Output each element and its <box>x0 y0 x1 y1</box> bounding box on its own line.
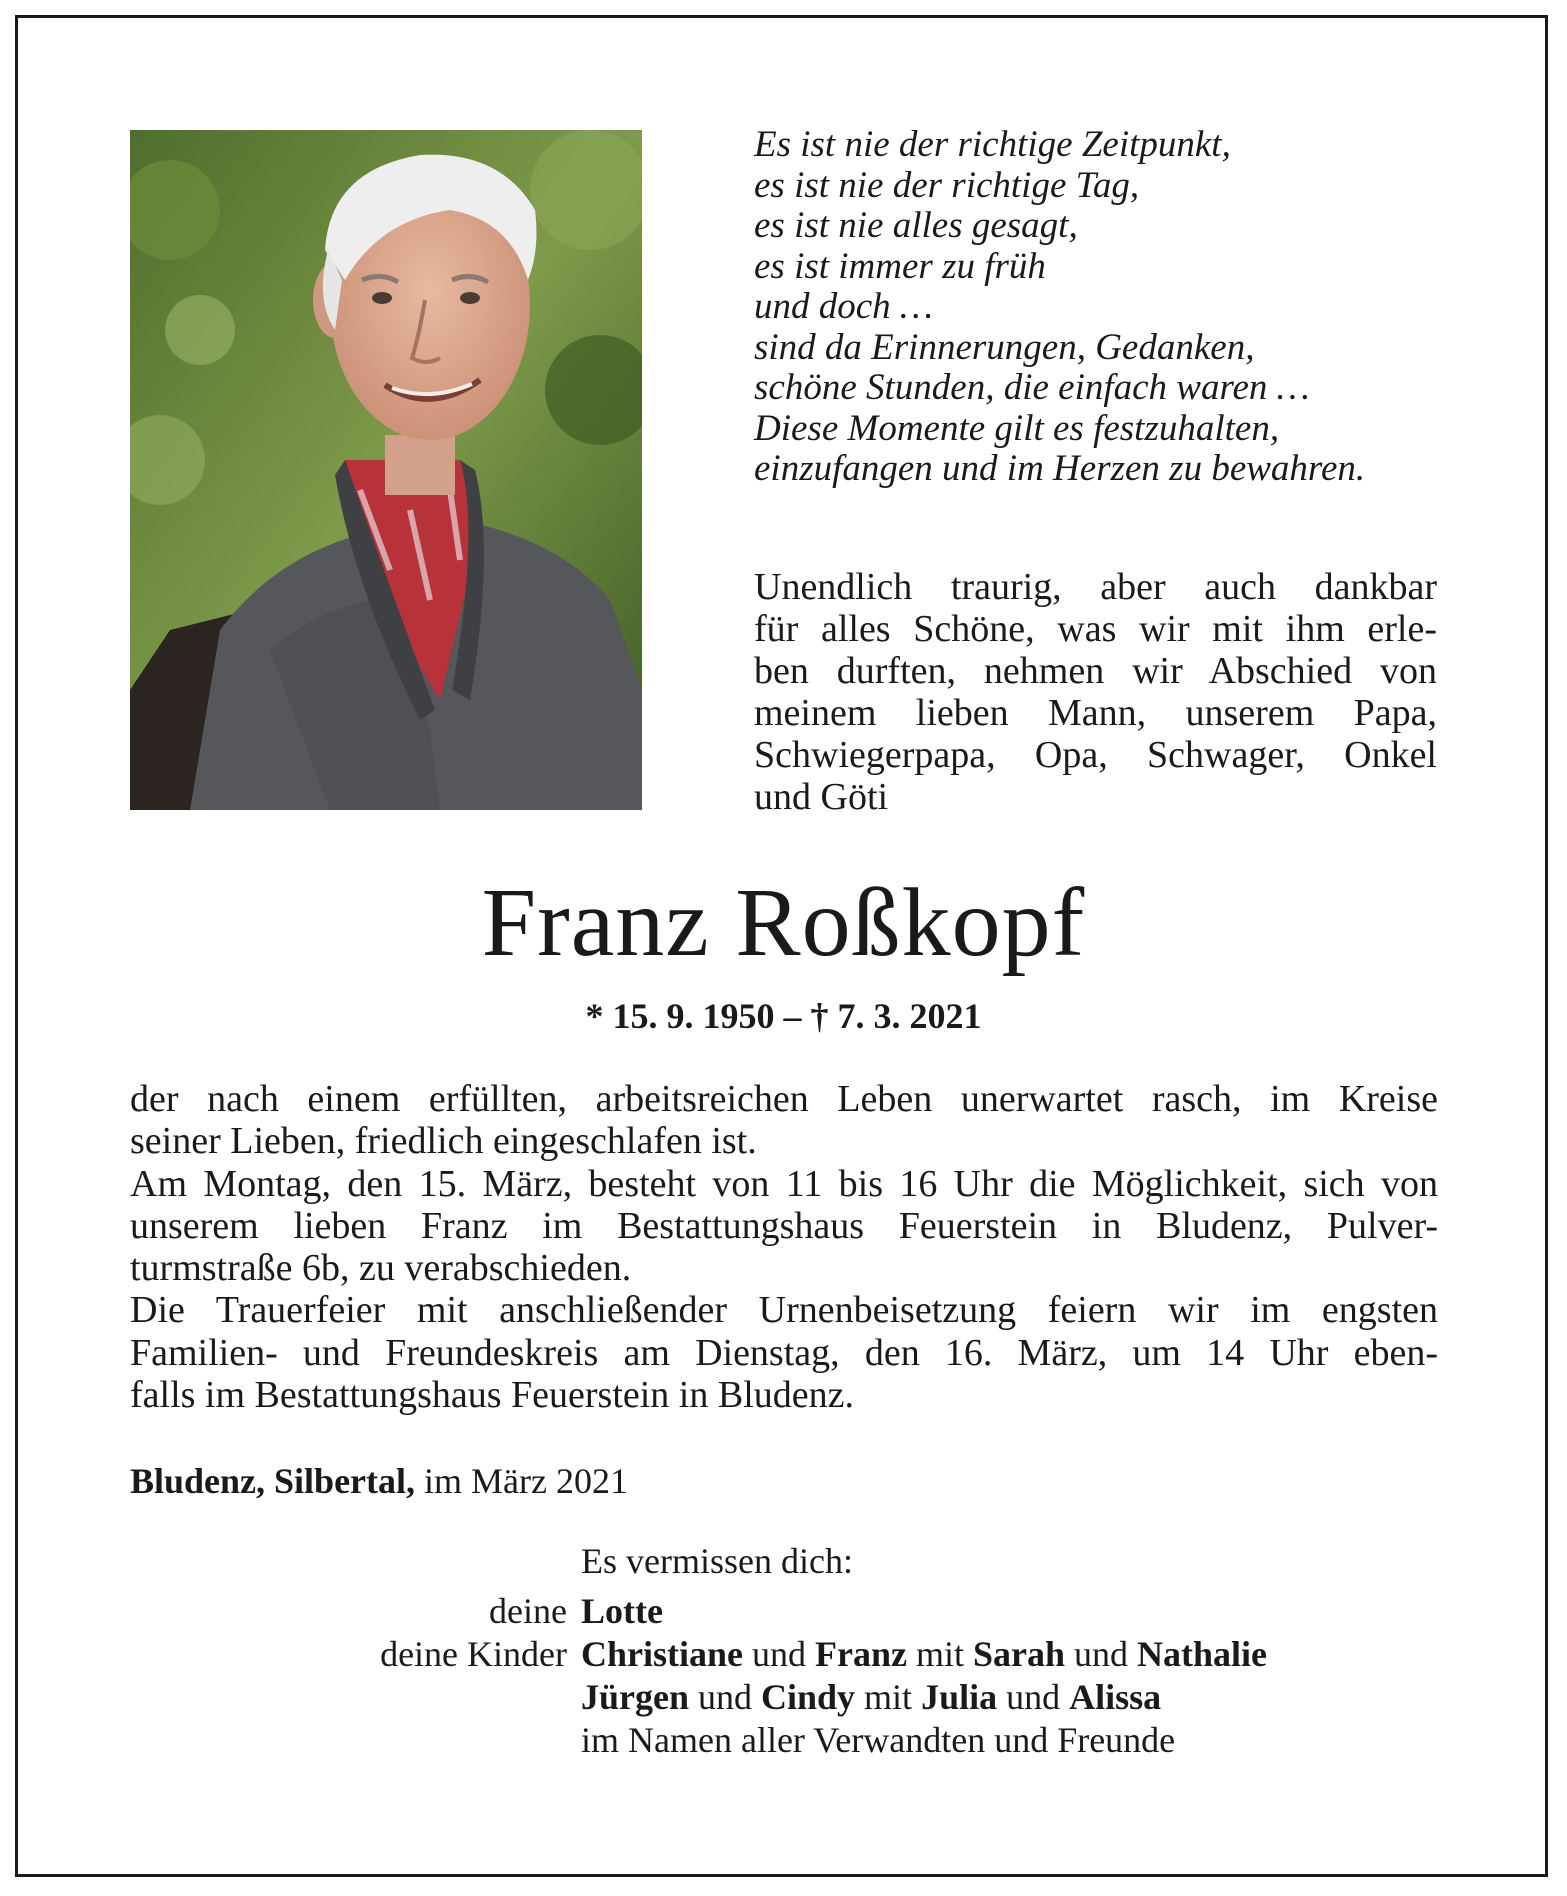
deceased-name: Franz Roßkopf <box>481 869 1086 977</box>
mourner-row <box>290 1633 1490 1676</box>
connector: und <box>752 1634 806 1674</box>
poem-line: es ist nie der richtige Tag, <box>754 164 1140 206</box>
mourner-name: Alissa <box>1069 1677 1162 1717</box>
mourners-heading: Es vermissen dich: <box>581 1541 853 1581</box>
relation-label: deine <box>489 1591 567 1631</box>
intro-paragraph <box>754 566 1437 818</box>
mourner-name: Sarah <box>972 1634 1066 1674</box>
intro-line: und Göti <box>754 776 889 818</box>
place-date: im März 2021 <box>424 1461 628 1501</box>
intro-line: meinem lieben Mann, unserem Papa, <box>754 692 1437 734</box>
mourner-row <box>290 1590 1490 1633</box>
place-names: Bludenz, Silbertal, <box>130 1461 416 1501</box>
poem-line: es ist nie alles gesagt, <box>754 205 1078 246</box>
intro-line: ben durften, nehmen wir Abschied von <box>754 650 1437 692</box>
poem-line: es ist immer zu früh <box>754 245 1046 287</box>
body-line: seiner Lieben, friedlich eingeschlafen ist. <box>130 1120 757 1163</box>
mourner-name: Lotte <box>581 1591 663 1631</box>
body-line: Die Trauerfeier mit anschließender Urnenbeisetzung feiern wir im engsten <box>130 1289 1438 1332</box>
poem-line: schöne Stunden, die einfach waren … <box>754 367 1310 408</box>
mourner-name: Julia <box>921 1677 998 1717</box>
place-date-line <box>130 1460 628 1502</box>
connector: mit <box>915 1634 964 1674</box>
mourner-name: Christiane <box>581 1634 743 1674</box>
portrait-photo <box>130 130 642 810</box>
mourner-name: Cindy <box>761 1677 856 1717</box>
mourner-row <box>290 1719 1490 1762</box>
intro-line: für alles Schöne, was wir mit ihm erle- <box>754 608 1437 650</box>
body-line: Familien- und Freundeskreis am Dienstag, den 16. März, um 14 Uhr eben- <box>130 1331 1438 1374</box>
poem-line: Diese Momente gilt es festzuhalten, <box>754 407 1280 449</box>
poem-line: einzufangen und im Herzen zu bewahren. <box>754 448 1366 489</box>
body-line: der nach einem erfüllten, arbeitsreichen Leben unerwartet rasch, im Kreise <box>130 1078 1438 1120</box>
poem <box>754 125 1454 490</box>
body-line: unserem lieben Franz im Bestattungshaus Feuerstein in Bludenz, Pulver- <box>130 1204 1438 1247</box>
body-line: turmstraße 6b, zu verabschieden. <box>130 1247 632 1290</box>
mourners-list <box>290 1590 1490 1762</box>
mourner-row <box>290 1676 1490 1719</box>
connector: und <box>1074 1634 1129 1674</box>
life-dates: * 15. 9. 1950 – † 7. 3. 2021 <box>585 996 982 1036</box>
connector: und <box>698 1677 752 1717</box>
closing-line: im Namen aller Verwandten und Freunde <box>581 1720 1176 1760</box>
connector: mit <box>864 1677 913 1717</box>
announcement-text <box>130 1078 1438 1416</box>
body-line: falls im Bestattungshaus Feuerstein in Bludenz. <box>130 1374 855 1417</box>
relation-label: deine Kinder <box>380 1634 567 1674</box>
intro-line: Schwiegerpapa, Opa, Schwager, Onkel <box>754 734 1437 776</box>
poem-line: und doch … <box>754 286 933 327</box>
intro-line: Unendlich traurig, aber auch dankbar <box>754 566 1437 608</box>
mourner-name: Nathalie <box>1137 1634 1268 1674</box>
connector: und <box>1006 1677 1061 1717</box>
mourner-name: Franz <box>815 1634 907 1674</box>
body-line: Am Montag, den 15. März, besteht von 11 bis 16 Uhr die Möglichkeit, sich von <box>130 1162 1438 1205</box>
poem-line: sind da Erinnerungen, Gedanken, <box>754 326 1255 368</box>
mourner-name: Jürgen <box>581 1677 689 1717</box>
poem-line: Es ist nie der richtige Zeitpunkt, <box>754 124 1231 165</box>
